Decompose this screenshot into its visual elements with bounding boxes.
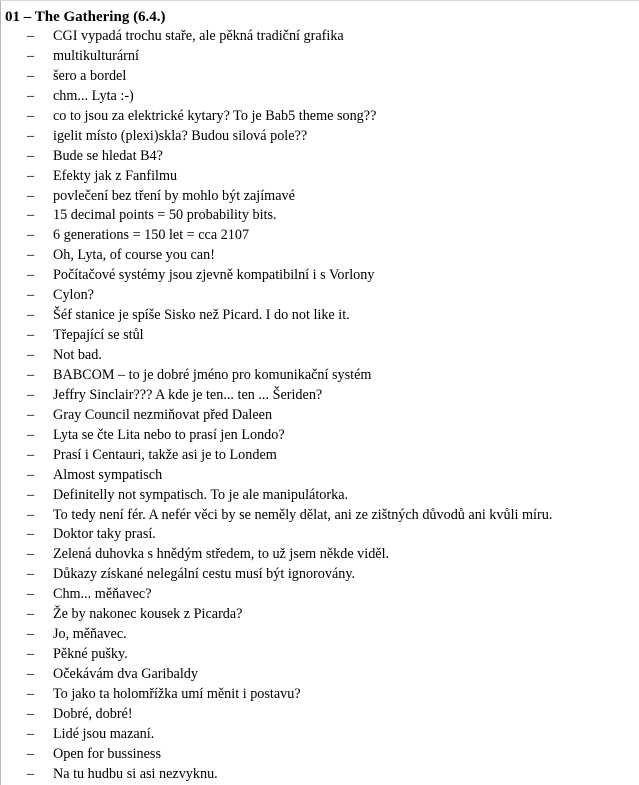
list-bullet-dash: –: [27, 646, 35, 663]
list-item: [5, 67, 635, 87]
list-item: [5, 765, 635, 785]
list-item-text: Doktor taky prasí.: [53, 526, 156, 543]
list-item: [5, 685, 635, 705]
list-item: [5, 446, 635, 466]
list-bullet-dash: –: [27, 207, 35, 224]
list-bullet-dash: –: [27, 287, 35, 304]
list-bullet-dash: –: [27, 446, 35, 463]
list-item-text: Šéf stanice je spíše Sisko než Picard. I do not like it.: [53, 307, 350, 324]
list-item-text: šero a bordel: [53, 67, 127, 84]
list-bullet-dash: –: [27, 705, 35, 722]
list-item-text: multikulturární: [53, 47, 139, 64]
list-bullet-dash: –: [27, 426, 35, 443]
list-bullet-dash: –: [27, 526, 35, 543]
list-bullet-dash: –: [27, 247, 35, 264]
list-item-text: Očekávám dva Garibaldy: [53, 666, 198, 682]
list-item: [5, 406, 635, 426]
list-item: [5, 745, 635, 765]
list-item-text: Gray Council nezmiňovat před Daleen: [53, 406, 273, 423]
list-item-text: BABCOM – to je dobré jméno pro komunikační systém: [53, 366, 372, 383]
list-item-text: Prasí i Centauri, takže asi je to Londem: [53, 446, 277, 463]
list-bullet-dash: –: [27, 67, 35, 84]
list-item-text: Na tu hudbu si asi nezvyknu.: [53, 765, 218, 782]
list-item-text: igelit místo (plexi)skla? Budou silová pole??: [53, 127, 308, 144]
list-item-text: Chm... měňavec?: [53, 586, 152, 603]
list-bullet-dash: –: [27, 127, 35, 144]
list-item: [5, 87, 635, 107]
list-item: [5, 187, 635, 207]
list-item-text: povlečení bez tření by mohlo být zajímavé: [53, 187, 295, 204]
list-bullet-dash: –: [27, 47, 35, 64]
list-item: [5, 625, 635, 645]
list-item: [5, 366, 635, 386]
episode-heading: 01 – The Gathering (6.4.): [5, 9, 166, 25]
list-bullet-dash: –: [27, 406, 35, 423]
list-item: [5, 386, 635, 406]
list-bullet-dash: –: [27, 626, 35, 643]
list-bullet-dash: –: [27, 386, 35, 403]
list-item: [5, 246, 635, 266]
list-bullet-dash: –: [27, 347, 35, 363]
list-bullet-dash: –: [27, 147, 35, 164]
list-item-text: Lyta se čte Lita nebo to prasí jen Londo?: [53, 426, 285, 443]
list-item-text: Dobré, dobré!: [53, 705, 133, 722]
list-bullet-dash: –: [27, 546, 35, 563]
list-item: [5, 525, 635, 545]
list-item-text: co to jsou za elektrické kytary? To je Bab5 theme song??: [53, 107, 377, 124]
list-item-text: CGI vypadá trochu staře, ale pěkná tradiční grafika: [53, 28, 344, 44]
list-bullet-dash: –: [27, 586, 35, 603]
list-bullet-dash: –: [27, 466, 35, 483]
list-bullet-dash: –: [27, 685, 35, 702]
list-item: [5, 705, 635, 725]
list-item-text: To tedy není fér. A nefér věci by se neměly dělat, ani ze zištných důvodů ani kvůli míru.: [53, 506, 553, 523]
list-item-text: Důkazy získané nelegální cestu musí být ignorovány.: [53, 566, 356, 583]
page-left-border: [0, 0, 1, 785]
document-body: [5, 7, 635, 785]
list-item-text: chm... Lyta :-): [53, 87, 134, 104]
list-item: [5, 585, 635, 605]
list-item: [5, 47, 635, 67]
list-bullet-dash: –: [27, 28, 35, 44]
list-bullet-dash: –: [27, 765, 35, 782]
list-item: [5, 27, 635, 47]
list-item-text: Lidé jsou mazaní.: [53, 725, 155, 742]
list-bullet-dash: –: [27, 745, 35, 762]
list-item: [5, 266, 635, 286]
list-bullet-dash: –: [27, 167, 35, 184]
list-item-text: Jo, měňavec.: [53, 626, 127, 643]
list-item: [5, 725, 635, 745]
list-item: [5, 506, 635, 526]
list-item-text: Jeffry Sinclair??? A kde je ten... ten ... Šeriden?: [53, 386, 323, 403]
list-item: [5, 306, 635, 326]
list-item: [5, 147, 635, 167]
list-item: [5, 167, 635, 187]
list-item-text: Efekty jak z Fanfilmu: [53, 167, 178, 184]
list-item: [5, 645, 635, 665]
list-item-text: 6 generations = 150 let = cca 2107: [53, 227, 250, 244]
list-item: [5, 107, 635, 127]
list-item-text: Almost sympatisch: [53, 466, 163, 483]
list-item-text: Že by nakonec kousek z Picarda?: [53, 606, 243, 623]
list-item-text: To jako ta holomřížka umí měnit i postavu?: [53, 685, 301, 702]
list-bullet-dash: –: [27, 267, 35, 284]
list-bullet-dash: –: [27, 107, 35, 124]
list-bullet-dash: –: [27, 666, 35, 682]
list-bullet-dash: –: [27, 566, 35, 583]
list-item-text: Definitelly not sympatisch. To je ale manipulátorka.: [53, 486, 349, 503]
list-item-text: Open for bussiness: [53, 745, 161, 762]
list-item: [5, 565, 635, 585]
list-bullet-dash: –: [27, 307, 35, 324]
list-item: [5, 486, 635, 506]
list-bullet-dash: –: [27, 227, 35, 244]
list-item-text: 15 decimal points = 50 probability bits.: [53, 207, 277, 224]
list-bullet-dash: –: [27, 606, 35, 623]
list-bullet-dash: –: [27, 327, 35, 344]
list-item: [5, 466, 635, 486]
list-bullet-dash: –: [27, 87, 35, 104]
list-item: [5, 545, 635, 565]
list-item: [5, 206, 635, 226]
list-bullet-dash: –: [27, 187, 35, 204]
list-item-text: Bude se hledat B4?: [53, 147, 163, 164]
list-bullet-dash: –: [27, 366, 35, 383]
notes-list: [5, 27, 635, 785]
list-item-text: Zelená duhovka s hnědým středem, to už jsem někde viděl.: [53, 546, 390, 563]
list-bullet-dash: –: [27, 725, 35, 742]
list-item-text: Oh, Lyta, of course you can!: [53, 247, 215, 264]
list-item: [5, 326, 635, 346]
list-item-text: Počítačové systémy jsou zjevně kompatibilní i s Vorlony: [53, 267, 375, 284]
list-item: [5, 346, 635, 366]
list-item-text: Pěkné pušky.: [53, 646, 128, 663]
list-item: [5, 665, 635, 685]
list-item: [5, 605, 635, 625]
list-item: [5, 286, 635, 306]
list-item: [5, 226, 635, 246]
list-item-text: Cylon?: [53, 287, 94, 304]
list-item-text: Not bad.: [53, 347, 102, 363]
list-bullet-dash: –: [27, 506, 35, 523]
list-bullet-dash: –: [27, 486, 35, 503]
page-top-border: [0, 0, 639, 1]
list-item: [5, 426, 635, 446]
list-item-text: Třepající se stůl: [53, 327, 144, 344]
list-item: [5, 127, 635, 147]
